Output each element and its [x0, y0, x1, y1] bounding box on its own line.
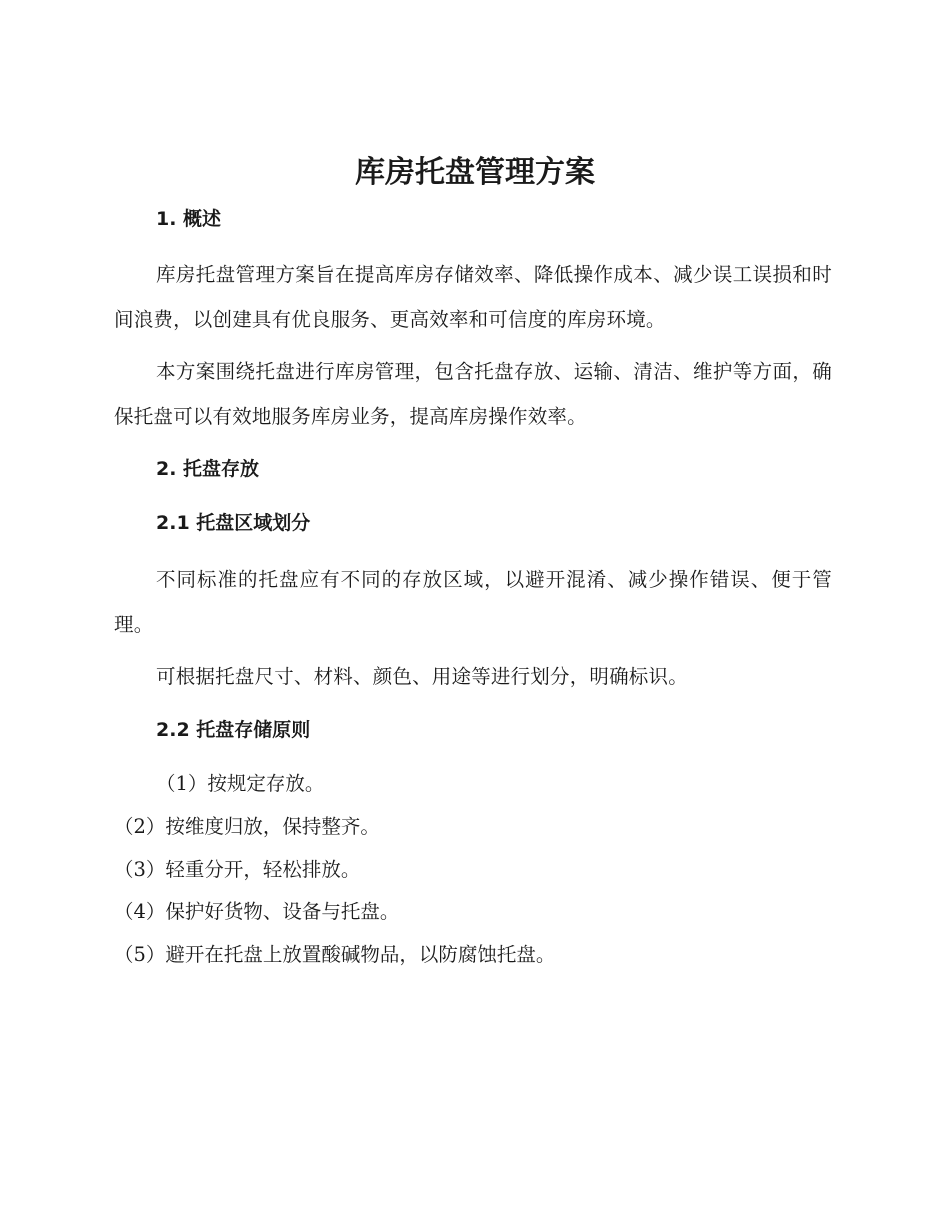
subsection-heading-zone-division: 2.1 托盘区域划分: [156, 512, 311, 534]
list-item: （3）轻重分开，轻松排放。: [114, 858, 361, 881]
list-item: （2）按维度归放，保持整齐。: [114, 815, 380, 838]
list-item: （4）保护好货物、设备与托盘。: [114, 900, 400, 923]
section-heading-overview: 1. 概述: [156, 208, 222, 230]
paragraph-overview-1: 库房托盘管理方案旨在提高库房存储效率、降低操作成本、减少误工误损和时间浪费，以创建具有优良服务、更高效率和可信度的库房环境。: [114, 263, 832, 331]
document-title: 库房托盘管理方案: [355, 155, 595, 190]
paragraph-zone-division-2: 可根据托盘尺寸、材料、颜色、用途等进行划分，明确标识。: [156, 665, 688, 688]
list-item: （5）避开在托盘上放置酸碱物品，以防腐蚀托盘。: [114, 943, 556, 966]
subsection-heading-storage-principles: 2.2 托盘存储原则: [156, 719, 311, 741]
section-heading-pallet-storage: 2. 托盘存放: [156, 458, 260, 480]
paragraph-overview-2: 本方案围绕托盘进行库房管理，包含托盘存放、运输、清洁、维护等方面，确保托盘可以有效地服务库房业务，提高库房操作效率。: [114, 360, 832, 428]
list-item: （1）按规定存放。: [156, 772, 325, 795]
paragraph-zone-division-1: 不同标准的托盘应有不同的存放区域，以避开混淆、减少操作错误、便于管理。: [114, 568, 832, 636]
